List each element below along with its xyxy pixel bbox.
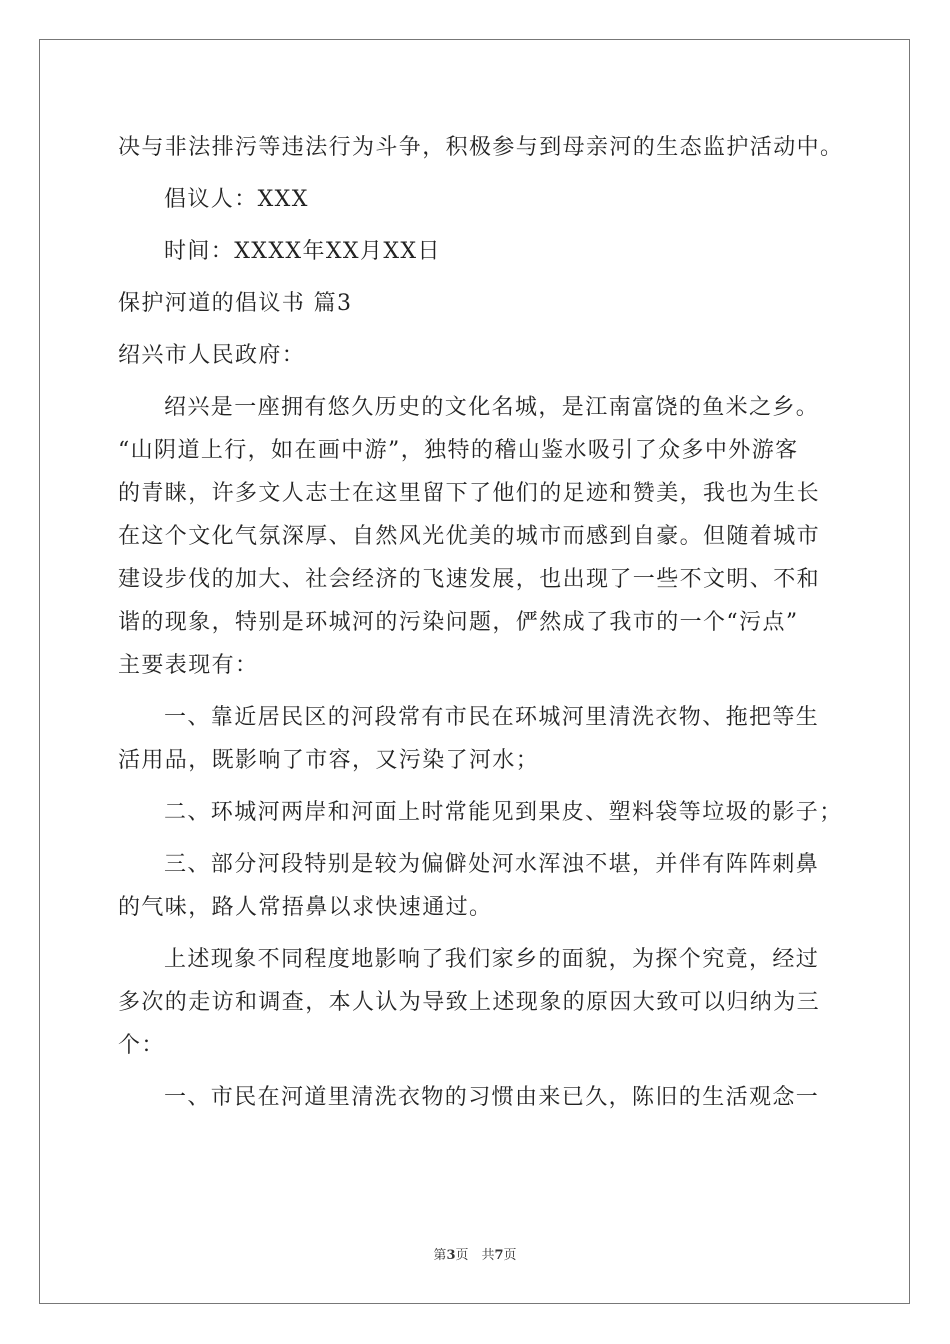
section-title: 保护河道的倡议书 篇3 — [118, 291, 353, 316]
salutation: 绍兴市人民政府： — [118, 343, 306, 368]
text-line: 建设步伐的加大、社会经济的飞速发展，也出现了一些不文明、不和 — [118, 567, 821, 592]
text-line: 活用品，既影响了市容，又污染了河水； — [118, 748, 540, 773]
initiator-line: 倡议人：XXX — [164, 187, 309, 212]
date-line: 时间：XXXX年XX月XX日 — [164, 239, 441, 264]
page-label-prefix: 第 — [433, 1248, 447, 1263]
text-line: 二、环城河两岸和河面上时常能见到果皮、塑料袋等垃圾的影子； — [164, 800, 843, 825]
page-footer — [0, 1246, 950, 1266]
text-line: 个： — [118, 1033, 165, 1058]
text-line: 主要表现有： — [118, 653, 259, 678]
text-line: 多次的走访和调查，本人认为导致上述现象的原因大致可以归纳为三 — [118, 990, 821, 1015]
page-label-mid: 页 共 — [455, 1248, 495, 1263]
text-line: 一、市民在河道里清洗衣物的习惯由来已久，陈旧的生活观念一 — [164, 1085, 820, 1110]
text-line: “山阴道上行，如在画中游”，独特的稽山鉴水吸引了众多中外游客 — [118, 438, 799, 463]
text-line: 在这个文化气氛深厚、自然风光优美的城市而感到自豪。但随着城市 — [118, 524, 821, 549]
current-page-number: 3 — [446, 1248, 456, 1263]
text-line: 三、部分河段特别是较为偏僻处河水浑浊不堪，并伴有阵阵刺鼻 — [164, 852, 820, 877]
text-line: 谐的现象，特别是环城河的污染问题，俨然成了我市的一个“污点” — [118, 610, 799, 635]
text-line: 的气味，路人常捂鼻以求快速通过。 — [118, 895, 493, 920]
page-label-suffix: 页 — [503, 1248, 517, 1263]
text-line: 上述现象不同程度地影响了我们家乡的面貌，为探个究竟，经过 — [164, 947, 820, 972]
text-line: 一、靠近居民区的河段常有市民在环城河里清洗衣物、拖把等生 — [164, 705, 820, 730]
text-line: 决与非法排污等违法行为斗争，积极参与到母亲河的生态监护活动中。 — [118, 135, 844, 160]
total-pages-number: 7 — [494, 1248, 504, 1263]
text-line: 的青睐，许多文人志士在这里留下了他们的足迹和赞美，我也为生长 — [118, 481, 821, 506]
text-line: 绍兴是一座拥有悠久历史的文化名城，是江南富饶的鱼米之乡。 — [164, 395, 820, 420]
